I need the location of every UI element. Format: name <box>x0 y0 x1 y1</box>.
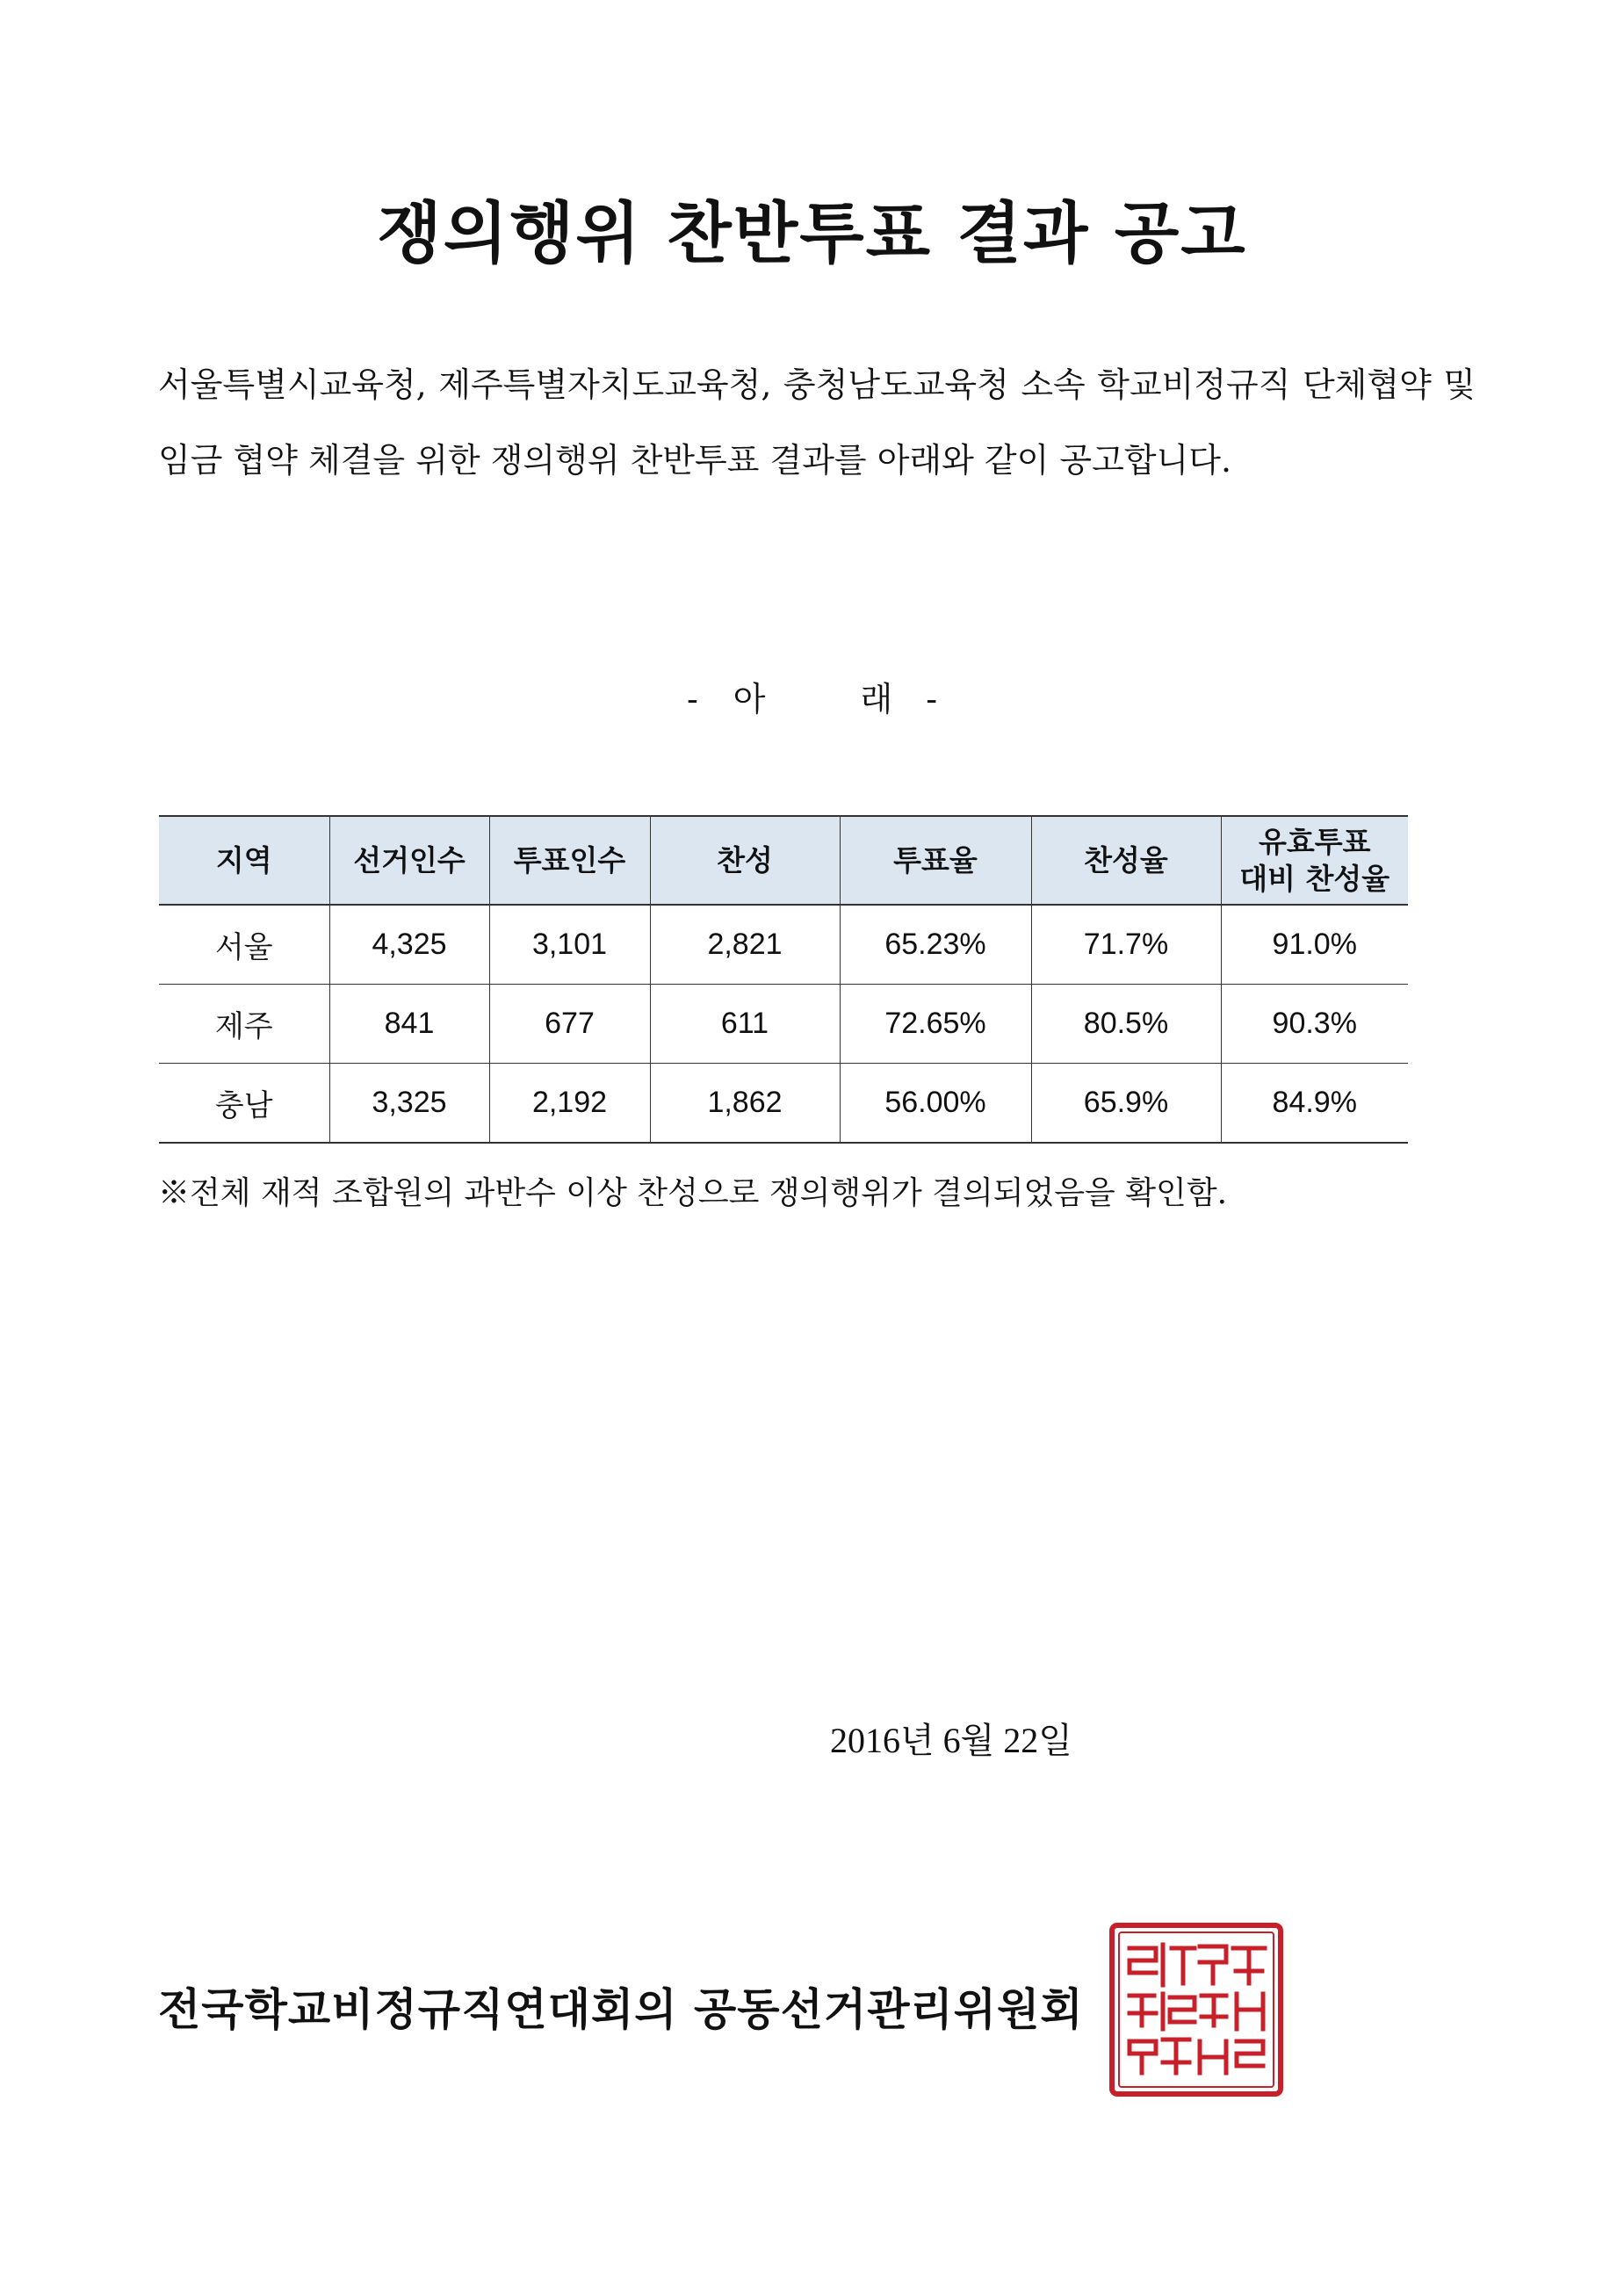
cell-eligible: 3,325 <box>329 1064 489 1144</box>
header-eligible: 선거인수 <box>329 816 489 905</box>
cell-turnout: 65.23% <box>840 905 1031 985</box>
section-dash-right: - <box>926 680 938 718</box>
cell-approval-rate: 71.7% <box>1031 905 1221 985</box>
confirmation-note: ※전체 재적 조합원의 과반수 이상 찬성으로 쟁의행위가 결의되었음을 확인함. <box>158 1175 1228 1211</box>
header-approve: 찬성 <box>650 816 840 905</box>
vote-results-table <box>159 815 1408 1144</box>
cell-region: 제주 <box>159 985 329 1064</box>
official-seal <box>1108 1922 1284 2097</box>
cell-eligible: 841 <box>329 985 489 1064</box>
header-valid-rate-line1: 유효투표 <box>1258 824 1371 859</box>
cell-voters: 2,192 <box>489 1064 650 1144</box>
cell-turnout: 56.00% <box>840 1064 1031 1144</box>
cell-region: 서울 <box>159 905 329 985</box>
section-word-1: 아 <box>733 680 766 718</box>
section-word-2: 래 <box>860 680 893 718</box>
page-title: 쟁의행위 찬반투표 결과 공고 <box>377 194 1247 272</box>
intro-paragraph: 서울특별시교육청, 제주특별자치도교육청, 충청남도교육청 소속 학교비정규직 단체협약 및 임금 협약 체결을 위한 쟁의행위 찬반투표 결과를 아래와 같이 공고합니다. <box>158 365 1476 480</box>
cell-eligible: 4,325 <box>329 905 489 985</box>
announcement-date: 2016년 6월 22일 <box>830 1721 1072 1760</box>
header-region: 지역 <box>159 816 329 905</box>
cell-approve: 611 <box>650 985 840 1064</box>
cell-approve: 1,862 <box>650 1064 840 1144</box>
header-voters: 투표인수 <box>489 816 650 905</box>
cell-approve: 2,821 <box>650 905 840 985</box>
header-approval-rate: 찬성율 <box>1031 816 1221 905</box>
cell-voters: 677 <box>489 985 650 1064</box>
header-valid-rate <box>1221 816 1408 905</box>
table-header-row <box>159 816 1408 905</box>
cell-approval-rate: 80.5% <box>1031 985 1221 1064</box>
cell-valid-rate: 90.3% <box>1221 985 1408 1064</box>
cell-voters: 3,101 <box>489 905 650 985</box>
section-mark <box>0 672 1624 720</box>
cell-valid-rate: 91.0% <box>1221 905 1408 985</box>
cell-turnout: 72.65% <box>840 985 1031 1064</box>
header-turnout: 투표율 <box>840 816 1031 905</box>
cell-region: 충남 <box>159 1064 329 1144</box>
cell-approval-rate: 65.9% <box>1031 1064 1221 1144</box>
section-dash-left: - <box>686 680 698 718</box>
cell-valid-rate: 84.9% <box>1221 1064 1408 1144</box>
table-row <box>159 1064 1408 1144</box>
header-valid-rate-line2: 대비 찬성율 <box>1239 861 1390 896</box>
organization-name: 전국학교비정규직연대회의 공동선거관리위원회 <box>158 1984 1084 2035</box>
table-row <box>159 985 1408 1064</box>
table-row <box>159 905 1408 985</box>
